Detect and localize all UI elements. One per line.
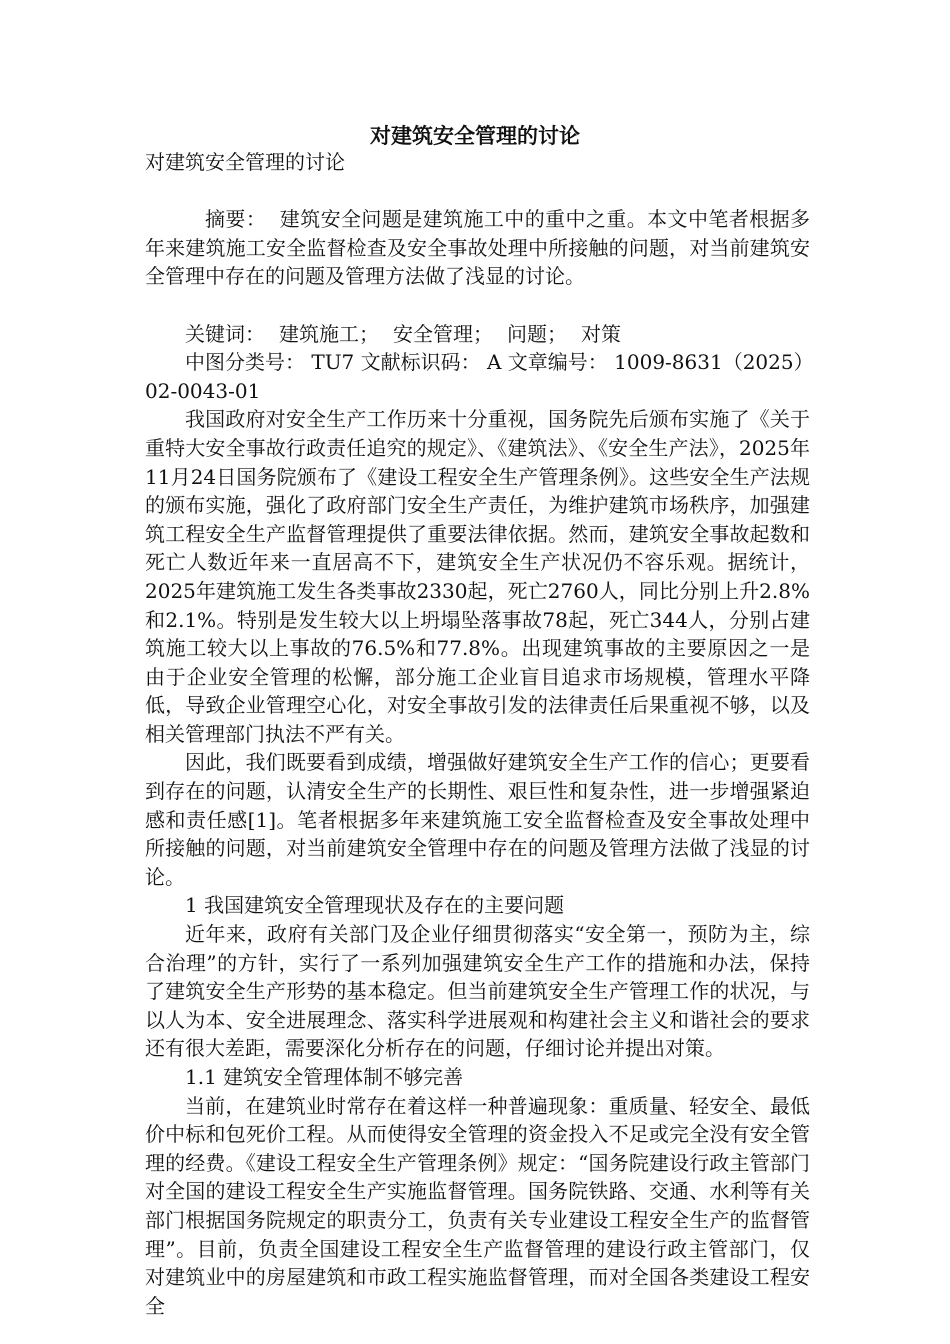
keywords-label: 关键词： [185,321,265,346]
keyword-item: 对策 [581,321,621,346]
section-heading: 1 我国建筑安全管理现状及存在的主要问题 [185,893,565,918]
subsection-heading: 1.1 建筑安全管理体制不够完善 [185,1065,464,1089]
abstract [145,205,810,291]
keyword-item: 建筑施工； [279,321,379,346]
paragraph: 我国政府对安全生产工作历来十分重视，国务院先后颁布实施了《关于重特大安全事故行政责任追究的规定》、《建筑法》、《安全生产法》，2025年11月24日国务院颁布了《建设工程安全生产管理条例》。这些安全生产法规的颁布实施，强化了政府部门安全生产责任，为维护建筑市场秩序，加强建筑工程安全生产监督管理提供了重要法律依据。然而，建筑安全事故起数和死亡人数近年来一直居高不下，建筑安全生产状况仍不容乐观。据统计，2025年建筑施工发生各类事故2330起，死亡2760人，同比分别上升2.8%和2.1%。特别是发生较大以上坍塌坠落事故78起，死亡344人，分别占建筑施工较大以上事故的76.5%和77.8%。出现建筑事故的主要原因之一是由于企业安全管理的松懈，部分施工企业盲目追求市场规模，管理水平降低，导致企业管理空心化，对安全事故引发的法律责任后果重视不够，以及相关管理部门执法不严有关。 [145,407,810,746]
document-body [145,148,810,1320]
paragraph: 当前，在建筑业时常存在着这样一种普遍现象：重质量、轻安全、最低价中标和包死价工程。从而使得安全管理的资金投入不足或完全没有安全管理的经费。《建设工程安全生产管理条例》规定：“国务院建设行政主管部门对全国的建设工程安全生产实施监督管理。国务院铁路、交通、水利等有关部门根据国务院规定的职责分工，负责有关专业建设工程安全生产的监督管理”。目前，负责全国建设工程安全生产监督管理的建设行政主管部门，仅对建筑业中的房屋建筑和市政工程实施监督管理，而对全国各类建设工程安全 [145,1093,810,1318]
paragraph: 因此，我们既要看到成绩，增强做好建筑安全生产工作的信心；更要看到存在的问题，认清安全生产的长期性、艰巨性和复杂性，进一步增强紧迫感和责任感[1]。笔者根据多年来建筑施工安全监督检查及安全事故处理中所接触的问题，对当前建筑安全管理中存在的问题及管理方法做了浅显的讨论。 [145,750,810,889]
keyword-item: 安全管理； [393,321,493,346]
abstract-text: 建筑安全问题是建筑施工中的重中之重。本文中笔者根据多年来建筑施工安全监督检查及安全事故处理中所接触的问题，对当前建筑安全管理中存在的问题及管理方法做了浅显的讨论。 [145,207,811,289]
classification-line: 中图分类号： TU7 文献标识码： A 文章编号： 1009-8631（2025）02-0043-01 [145,350,804,403]
document-title: 对建筑安全管理的讨论 [370,123,580,148]
keyword-item: 问题； [507,321,567,346]
paragraph: 近年来，政府有关部门及企业仔细贯彻落实“安全第一，预防为主，综合治理”的方针，实行了一系列加强建筑安全生产工作的措施和办法，保持了建筑安全生产形势的基本稳定。但当前建筑安全生产管理工作的状况，与以人为本、安全进展理念、落实科学进展观和构建社会主义和谐社会的要求还有很大差距，需要深化分析存在的问题，仔细讨论并提出对策。 [145,922,810,1061]
keywords [145,320,810,349]
document-subtitle: 对建筑安全管理的讨论 [145,150,345,174]
abstract-label: 摘要： [205,207,267,232]
